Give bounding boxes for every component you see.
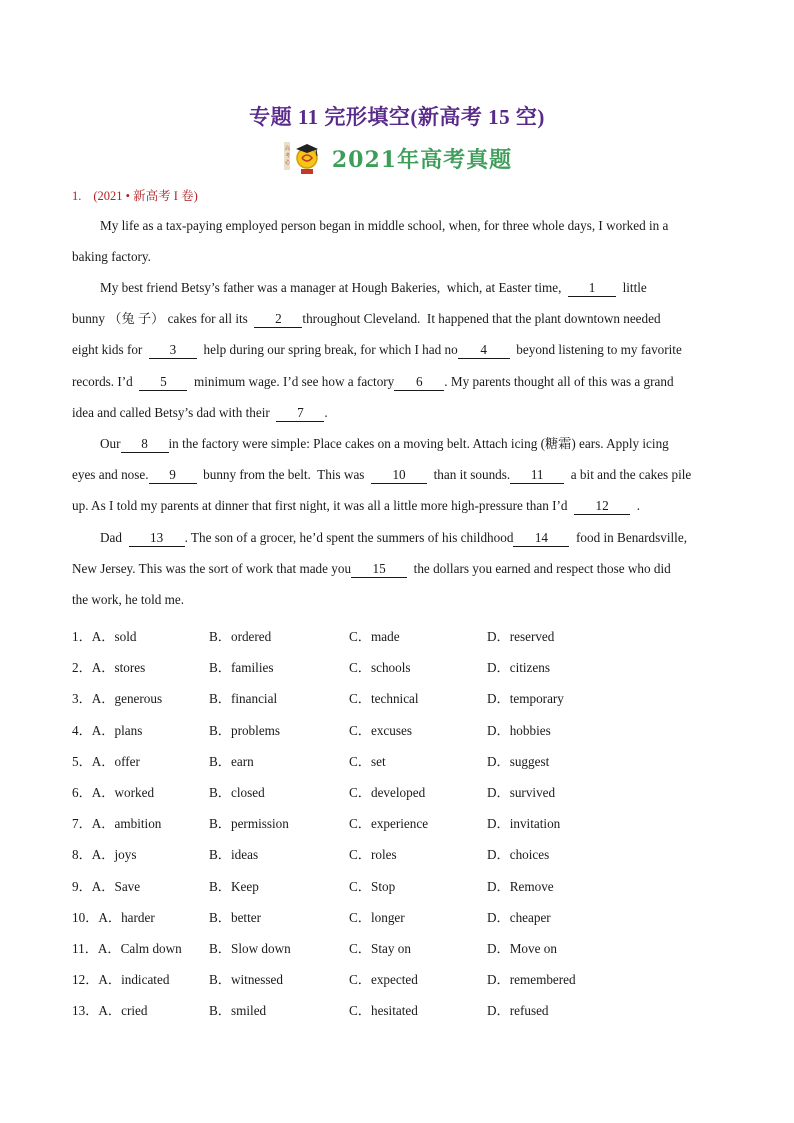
- blank-9: 9: [149, 467, 197, 484]
- option-a[interactable]: 9．A．Save: [72, 878, 141, 894]
- option-c[interactable]: C．expected: [349, 972, 418, 988]
- option-b[interactable]: B．witnessed: [209, 972, 283, 988]
- option-d[interactable]: D．Move on: [487, 940, 557, 956]
- option-a[interactable]: 12．A．indicated: [72, 972, 170, 988]
- passage-line: bunny （兔 子） cakes for all its 2 throughout Cleveland. It happened that the plant downtown needed: [72, 311, 661, 327]
- scholar-mascot-icon: [282, 140, 324, 176]
- passage-line: eyes and nose. 9 bunny from the belt. This was 10 than it sounds. 11 a bit and the cakes pile: [72, 467, 692, 483]
- svg-text:必: 必: [284, 160, 290, 166]
- passage-paragraph-2: [72, 272, 722, 428]
- answer-options: [72, 620, 722, 1025]
- blank-13: 13: [129, 530, 185, 547]
- blank-12: 12: [574, 498, 630, 515]
- question-number: 1.: [72, 189, 82, 203]
- passage-paragraph-3: [72, 428, 722, 522]
- blank-11: 11: [510, 467, 564, 484]
- option-c[interactable]: C．hesitated: [349, 1003, 418, 1019]
- option-b[interactable]: B．permission: [209, 816, 289, 832]
- option-d[interactable]: D．cheaper: [487, 909, 551, 925]
- option-row: [72, 901, 722, 932]
- option-c[interactable]: C．experience: [349, 816, 429, 832]
- passage-paragraph-4: [72, 522, 722, 616]
- option-row: [72, 651, 722, 682]
- option-b[interactable]: B．ideas: [209, 847, 259, 863]
- blank-15: 15: [351, 561, 407, 578]
- passage-line: Our 8 in the factory were simple: Place cakes on a moving belt. Attach icing (糖霜) ears. Apply icing: [100, 436, 669, 451]
- option-d[interactable]: D．hobbies: [487, 722, 551, 738]
- passage-line: New Jersey. This was the sort of work that made you 15 the dollars you earned and respect those who did: [72, 561, 671, 577]
- option-d[interactable]: D．suggest: [487, 753, 550, 769]
- option-row: [72, 776, 722, 807]
- option-row: [72, 620, 722, 651]
- option-row: [72, 838, 722, 869]
- page-title: 专题 11 完形填空(新高考 15 空): [249, 105, 545, 129]
- option-c[interactable]: C．excuses: [349, 722, 412, 738]
- option-a[interactable]: 3．A．generous: [72, 691, 163, 707]
- option-row: [72, 714, 722, 745]
- option-c[interactable]: C．technical: [349, 691, 419, 707]
- option-c[interactable]: C．set: [349, 753, 386, 769]
- passage-line: baking factory.: [72, 249, 151, 265]
- passage-line: up. As I told my parents at dinner that first night, it was all a little more high-pressure than I’d 12 .: [72, 498, 641, 514]
- option-c[interactable]: C．longer: [349, 909, 405, 925]
- passage-line: records. I’d 5 minimum wage. I’d see how a factory 6 . My parents thought all of this was a grand: [72, 373, 674, 389]
- option-a[interactable]: 13．A．cried: [72, 1003, 148, 1019]
- passage-line: eight kids for 3 help during our spring break, for which I had no 4 beyond listening to my favorite: [72, 342, 682, 358]
- option-d[interactable]: D．temporary: [487, 691, 564, 707]
- option-row: [72, 807, 722, 838]
- section-heading: [0, 140, 794, 176]
- option-d[interactable]: D．refused: [487, 1003, 549, 1019]
- option-row: [72, 745, 722, 776]
- passage-line: the work, he told me.: [72, 592, 185, 608]
- option-d[interactable]: D．invitation: [487, 816, 561, 832]
- option-d[interactable]: D．reserved: [487, 629, 555, 645]
- option-d[interactable]: D．Remove: [487, 878, 554, 894]
- option-b[interactable]: B．problems: [209, 722, 281, 738]
- option-c[interactable]: C．made: [349, 629, 400, 645]
- option-b[interactable]: B．Keep: [209, 878, 259, 894]
- option-a[interactable]: 11．A．Calm down: [72, 940, 182, 956]
- option-b[interactable]: B．closed: [209, 785, 265, 801]
- blank-6: 6: [394, 374, 444, 391]
- blank-3: 3: [149, 342, 197, 359]
- option-b[interactable]: B．earn: [209, 753, 254, 769]
- passage-paragraph-1: [72, 210, 722, 272]
- option-d[interactable]: D．remembered: [487, 972, 576, 988]
- blank-5: 5: [139, 374, 187, 391]
- option-d[interactable]: D．citizens: [487, 660, 550, 676]
- blank-7: 7: [276, 405, 324, 422]
- blank-4: 4: [458, 342, 510, 359]
- option-b[interactable]: B．Slow down: [209, 940, 291, 956]
- svg-text:高: 高: [284, 146, 290, 152]
- blank-1: 1: [568, 280, 616, 297]
- option-d[interactable]: D．choices: [487, 847, 550, 863]
- option-row: [72, 870, 722, 901]
- option-b[interactable]: B．families: [209, 660, 274, 676]
- option-b[interactable]: B．financial: [209, 691, 278, 707]
- option-a[interactable]: 5．A．offer: [72, 753, 140, 769]
- blank-14: 14: [513, 530, 569, 547]
- question-source-label: (2021 • 新高考 I 卷): [93, 189, 198, 203]
- option-c[interactable]: C．Stay on: [349, 940, 411, 956]
- passage-line: Dad 13 . The son of a grocer, he’d spent the summers of his childhood 14 food in Benardsville,: [100, 530, 687, 545]
- option-row: [72, 963, 722, 994]
- option-b[interactable]: B．smiled: [209, 1003, 267, 1019]
- passage-line: My life as a tax-paying employed person began in middle school, when, for three whole days, I worked in a: [100, 218, 669, 233]
- option-a[interactable]: 7．A．ambition: [72, 816, 162, 832]
- passage-line: idea and called Betsy’s dad with their 7 .: [72, 404, 328, 420]
- option-a[interactable]: 6．A．worked: [72, 785, 155, 801]
- blank-2: 2: [254, 311, 302, 328]
- svg-text:考: 考: [284, 153, 290, 159]
- option-d[interactable]: D．survived: [487, 785, 556, 801]
- question-source: [72, 186, 198, 204]
- option-c[interactable]: C．developed: [349, 785, 426, 801]
- blank-10: 10: [371, 467, 427, 484]
- option-b[interactable]: B．better: [209, 909, 262, 925]
- option-c[interactable]: C．schools: [349, 660, 411, 676]
- option-row: [72, 682, 722, 713]
- option-row: [72, 932, 722, 963]
- option-a[interactable]: 2．A．stores: [72, 660, 146, 676]
- option-c[interactable]: C．roles: [349, 847, 397, 863]
- option-c[interactable]: C．Stop: [349, 878, 396, 894]
- blank-8: 8: [121, 436, 169, 453]
- option-a[interactable]: 1．A．sold: [72, 629, 137, 645]
- option-a[interactable]: 8．A．joys: [72, 847, 137, 863]
- option-a[interactable]: 10．A．harder: [72, 909, 155, 925]
- option-b[interactable]: B．ordered: [209, 629, 272, 645]
- option-a[interactable]: 4．A．plans: [72, 722, 143, 738]
- passage-line: My best friend Betsy’s father was a manager at Hough Bakeries, which, at Easter time, 1 little: [100, 280, 647, 295]
- option-row: [72, 994, 722, 1025]
- section-heading-text: 2021年高考真题: [331, 146, 513, 173]
